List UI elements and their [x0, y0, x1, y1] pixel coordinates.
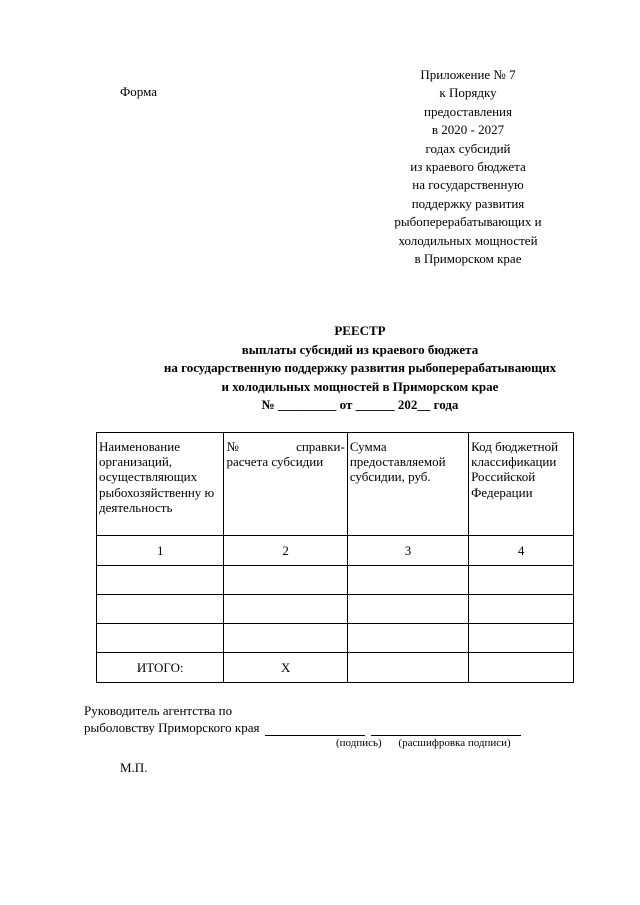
table-cell	[347, 566, 468, 595]
appendix-line: к Порядку	[439, 85, 497, 101]
signer-title-line2: рыболовству Приморского края	[84, 720, 260, 735]
appendix-line: поддержку развития	[411, 195, 525, 211]
table-cell	[469, 566, 574, 595]
signer-title-line1: Руководитель агентства по	[84, 703, 233, 718]
table-cell	[469, 624, 574, 653]
total-mark: Х	[224, 653, 347, 683]
column-number: 1	[97, 536, 224, 566]
header-certificate-number	[224, 433, 347, 536]
total-code-cell	[469, 653, 574, 683]
column-number: 3	[347, 536, 468, 566]
header-budget-code: Код бюджетной классификации Российской Федерации	[469, 433, 574, 536]
appendix-block	[378, 66, 558, 268]
appendix-line: предоставления	[424, 103, 512, 119]
header-organization: Наименование организаций, осуществляющих рыбохозяйственну ю деятельность	[97, 433, 224, 536]
signer-line	[84, 719, 564, 736]
appendix-line: в Приморском крае	[414, 251, 522, 267]
table-cell	[469, 595, 574, 624]
column-number: 4	[469, 536, 574, 566]
title-line: выплаты субсидий из краевого бюджета	[241, 341, 479, 357]
title-line: на государственную поддержку развития рыбоперерабатывающих	[163, 360, 557, 375]
appendix-line: Приложение № 7	[420, 67, 516, 82]
column-number-row	[97, 536, 574, 566]
table-cell	[347, 595, 468, 624]
total-amount-cell	[347, 653, 468, 683]
table-cell	[97, 566, 224, 595]
signature-decode-blank	[371, 721, 521, 736]
appendix-line: на государственную	[412, 177, 524, 193]
appendix-line: из краевого бюджета	[410, 159, 526, 175]
table-cell	[347, 624, 468, 653]
table-cell	[224, 566, 347, 595]
table-cell	[97, 595, 224, 624]
form-label: Форма	[120, 84, 157, 99]
header-certificate-rest: расчета субсидии	[226, 454, 324, 470]
total-label: ИТОГО:	[97, 653, 224, 683]
appendix-line: годах субсидий	[425, 140, 511, 156]
column-number: 2	[224, 536, 347, 566]
table-row	[97, 595, 574, 624]
stamp-place-label: М.П.	[120, 760, 148, 775]
caption-signature: (подпись)	[336, 737, 382, 749]
table-header-row	[97, 433, 574, 536]
table-cell	[97, 624, 224, 653]
signature-block	[84, 702, 564, 736]
table-row	[97, 566, 574, 595]
header-number-sign: №	[226, 439, 239, 454]
caption-signature-decode: (расшифровка подписи)	[398, 737, 511, 749]
title-number-date-line: № _________ от ______ 202__ года	[261, 397, 459, 412]
title-heading: РЕЕСТР	[334, 323, 386, 338]
header-certificate-word: справки-	[296, 439, 345, 454]
document-title	[80, 322, 640, 415]
total-row	[97, 653, 574, 683]
appendix-line: в 2020 - 2027	[431, 122, 505, 138]
title-line: и холодильных мощностей в Приморском крае	[221, 378, 499, 394]
signature-blank	[265, 721, 365, 736]
header-subsidy-amount: Сумма предоставляемой субсидии, руб.	[347, 433, 468, 536]
table-cell	[224, 624, 347, 653]
signature-captions	[336, 737, 511, 750]
appendix-line: рыбоперерабатывающих и	[394, 214, 542, 230]
table-cell	[224, 595, 347, 624]
table-row	[97, 624, 574, 653]
registry-table	[96, 432, 574, 683]
appendix-line: холодильных мощностей	[398, 232, 538, 248]
